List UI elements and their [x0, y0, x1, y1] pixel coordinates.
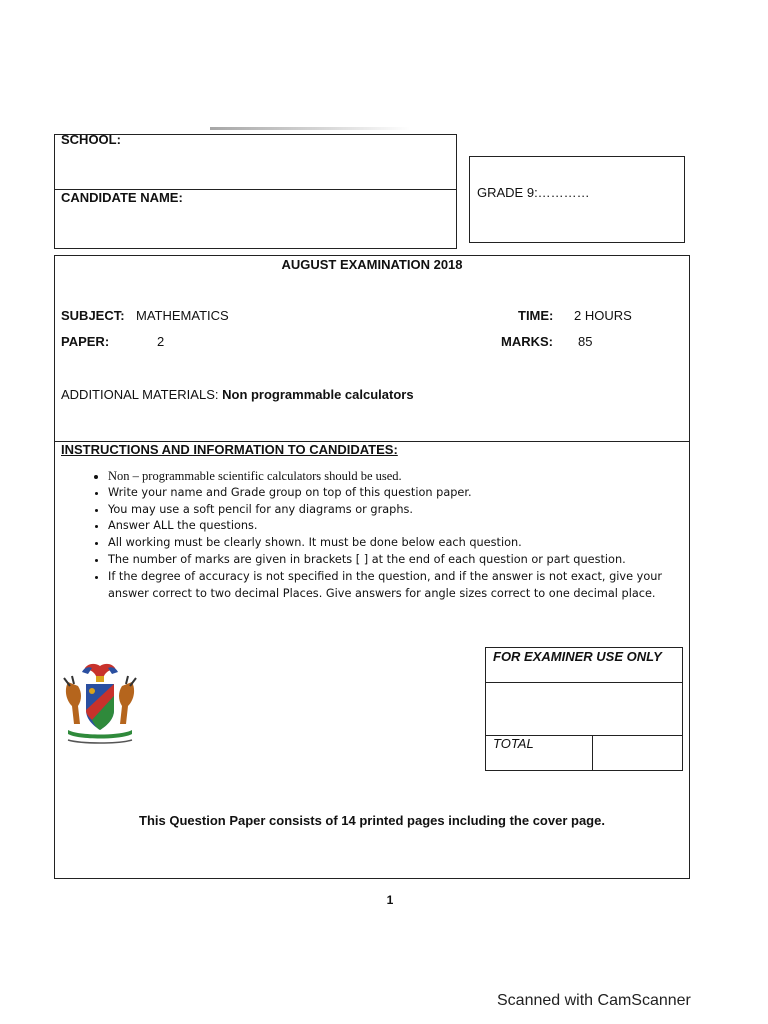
materials-value: Non programmable calculators — [222, 387, 414, 402]
total-label: TOTAL — [493, 736, 534, 751]
exam-title: AUGUST EXAMINATION 2018 — [281, 257, 463, 272]
scan-artifact — [210, 127, 410, 130]
subject-label: SUBJECT: — [61, 308, 125, 323]
instruction-item: • If the degree of accuracy is not specified in the question, and if the answer is not exact, give your answer correct to two decimal Places. Give answers for angle sizes correct to one decimal place. — [108, 569, 688, 603]
materials-label: ADDITIONAL MATERIALS: — [61, 387, 219, 402]
instruction-item: • The number of marks are given in brackets [ ] at the end of each question or part question. — [108, 552, 688, 569]
instruction-item: • Non – programmable scientific calculators should be used. — [108, 468, 688, 485]
instruction-item: • Answer ALL the questions. — [108, 518, 688, 535]
marks-label: MARKS: — [501, 334, 553, 349]
subject-value: MATHEMATICS — [136, 308, 229, 323]
marks-value: 85 — [578, 334, 593, 349]
examiner-total-divider — [592, 735, 593, 771]
instruction-item: • You may use a soft pencil for any diagrams or graphs. — [108, 502, 688, 519]
time-value: 2 HOURS — [574, 308, 632, 323]
instruction-item: • Write your name and Grade group on top of this question paper. — [108, 485, 688, 502]
pages-note: This Question Paper consists of 14 printed pages including the cover page. — [139, 813, 605, 828]
examiner-heading: FOR EXAMINER USE ONLY — [493, 649, 662, 664]
instructions-heading: INSTRUCTIONS AND INFORMATION TO CANDIDATES: — [61, 442, 398, 457]
grade-label: GRADE 9:………… — [477, 185, 590, 200]
coat-of-arms-icon — [58, 660, 142, 748]
examiner-divider-1 — [485, 682, 683, 683]
time-label: TIME: — [518, 308, 554, 323]
candidate-name-label: CANDIDATE NAME: — [61, 190, 183, 205]
page-number: 1 — [386, 893, 394, 907]
instructions-list — [84, 468, 688, 602]
paper-label: PAPER: — [61, 334, 110, 349]
additional-materials — [61, 387, 414, 402]
paper-value: 2 — [157, 334, 165, 349]
school-label: SCHOOL: — [61, 132, 121, 147]
camscanner-watermark: Scanned with CamScanner — [497, 992, 691, 1009]
examiner-box — [485, 647, 683, 771]
instruction-item: • All working must be clearly shown. It must be done below each question. — [108, 535, 688, 552]
